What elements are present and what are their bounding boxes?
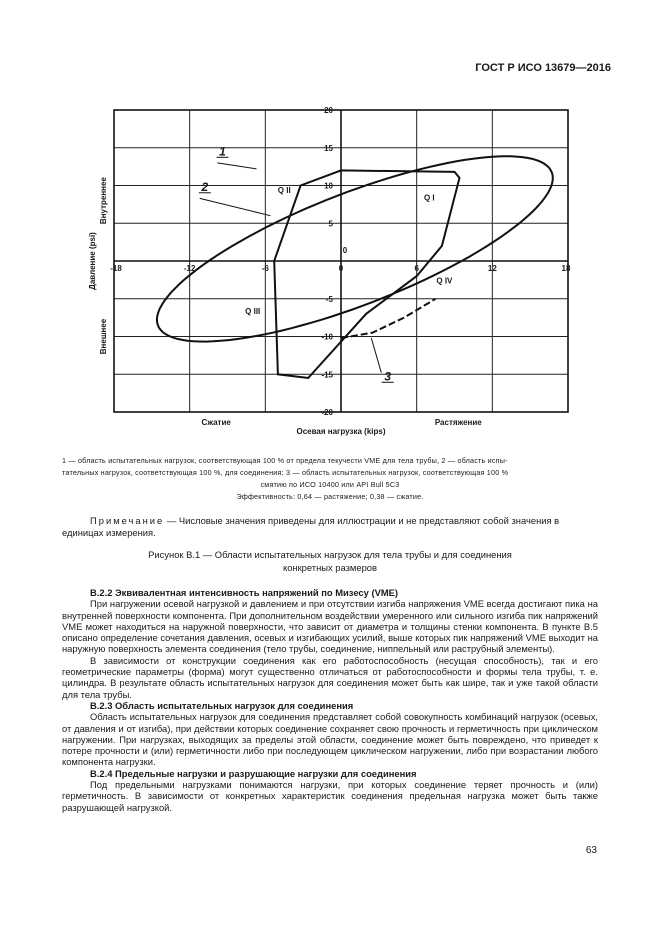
x-tick-label: -18 <box>110 264 122 273</box>
region-label-internal: Внутреннее <box>99 177 108 225</box>
y-tick-label: 20 <box>324 106 333 115</box>
callout-leader-1 <box>217 163 256 169</box>
body-text <box>62 587 598 813</box>
y-tick-label: 5 <box>328 219 333 229</box>
page-number: 63 <box>585 845 597 856</box>
callout-label-1: 1 <box>219 144 226 159</box>
section-heading: B.2.2 Эквивалентная интенсивность напряжений по Мизесу (VME) <box>90 587 399 598</box>
y-axis-title: Давление (psi) <box>88 232 97 290</box>
figure-legend <box>62 455 598 503</box>
paragraph: При нагружении осевой нагрузкой и давлением и при отсутствии изгиба напряжения VME всегда достигают пика на внутренней поверхности компонента. При дополнительном воздействии умеренного или сильного изгиба пик напряжений VME может находиться на наружной поверхности, что зависит от диаметра и толщины стенки компонента. В пункте B.5 описано определение сочетания давления, осевых и изгибающих усилий, выше которых пик напряжений VME выходит на наружную поверхность элемента соединения (тело трубы, соединение, ниппельный или раструбный элементы). <box>62 598 598 655</box>
region-label-tension: Растяжение <box>434 418 482 427</box>
paragraph: Область испытательных нагрузок для соединения представляет собой совокупность комбинаций нагрузок (осевых, от давления и от изгиба), при действии которых соединение сохраняет свою прочность и герметичность при циклическом нагружении. При нагрузках, выходящих за пределы этой области, соединение может быть повреждено, что приведет к потере прочности и (или) герметичности либо при последующем циклическом нагружении, либо при возрастании любого компонента нагрузки. <box>62 711 598 768</box>
legend-line: 1 — область испытательных нагрузок, соответствующая 100 % от предела текучести VME для тела трубы, 2 — область испы- <box>62 456 508 465</box>
note-text: — Числовые значения приведены для иллюстрации и не представляют собой значения в единицах измерения. <box>62 515 560 538</box>
legend-line: смятию по ИСО 10400 или API Bull 5C3 <box>260 480 400 489</box>
curve-3-collapse <box>341 299 436 338</box>
x-tick-label: 18 <box>561 264 571 273</box>
chart-grid <box>114 110 568 412</box>
callout-leader-2 <box>200 198 271 215</box>
caption-line: конкретных размеров <box>282 561 377 573</box>
callout-label-3: 3 <box>384 369 392 384</box>
callout-label-2: 2 <box>201 179 209 194</box>
region-label-compression: Сжатие <box>201 418 231 427</box>
quadrant-label: Q II <box>277 186 291 196</box>
legend-line: тательных нагрузок, соответствующая 100 %, для соединения; 3 — область испытательных нагрузок, соответствующая 100 % <box>62 468 509 477</box>
paragraph: Под предельными нагрузками понимаются нагрузки, при которых соединение теряет прочность и (или) герметичность. В зависимости от конкретных характеристик соединения предельная нагрузка может быть также разрушающей нагрузкой. <box>62 779 598 813</box>
x-tick-label: 12 <box>487 264 497 273</box>
caption-line: Рисунок B.1 — Области испытательных нагрузок для тела трубы и для соединения <box>148 549 512 560</box>
legend-line: Эффективность: 0,64 — растяжение; 0,38 — сжатие. <box>236 492 424 501</box>
note-label: Примечание <box>90 515 165 526</box>
x-tick-label: 6 <box>414 264 419 273</box>
region-label-external: Внешнее <box>99 318 108 355</box>
paragraph: В зависимости от конструкции соединения как его работоспособность (несущая способность), так и его геометрические параметры (форма) могут существенно отличаться от работоспособности и формы тела трубы, т. е. цилиндра. В результате область испытательных нагрузок для соединения может быть как шире, так и уже такой области для тела трубы. <box>62 654 598 700</box>
callout-leader-3 <box>371 338 381 373</box>
y-tick-label: 10 <box>324 181 333 191</box>
x-tick-label: -12 <box>183 264 196 273</box>
x-tick-label: 0 <box>338 264 344 273</box>
y-tick-label: -15 <box>321 370 333 380</box>
y-tick-label: -5 <box>325 294 333 304</box>
x-axis-title: Осевая нагрузка (kips) <box>296 427 386 436</box>
quadrant-label: Q IV <box>436 276 453 286</box>
x-tick-label: -6 <box>261 264 269 273</box>
section-heading: B.2.3 Область испытательных нагрузок для соединения <box>90 699 354 711</box>
y-tick-label: -20 <box>321 408 333 417</box>
y-tick-label: -10 <box>321 332 333 342</box>
figure-note <box>62 515 598 539</box>
document-id: ГОСТ Р ИСО 13679—2016 <box>475 62 611 74</box>
curve-1-pipe-body <box>157 156 553 341</box>
figure-caption <box>62 549 598 574</box>
origin-label: 0 <box>342 246 348 255</box>
section-heading: B.2.4 Предельные нагрузки и разрушающие нагрузки для соединения <box>90 767 417 779</box>
quadrant-label: Q III <box>245 306 261 316</box>
quadrant-label: Q I <box>423 193 435 203</box>
y-tick-label: 15 <box>324 143 333 153</box>
load-envelope-chart <box>84 104 584 444</box>
